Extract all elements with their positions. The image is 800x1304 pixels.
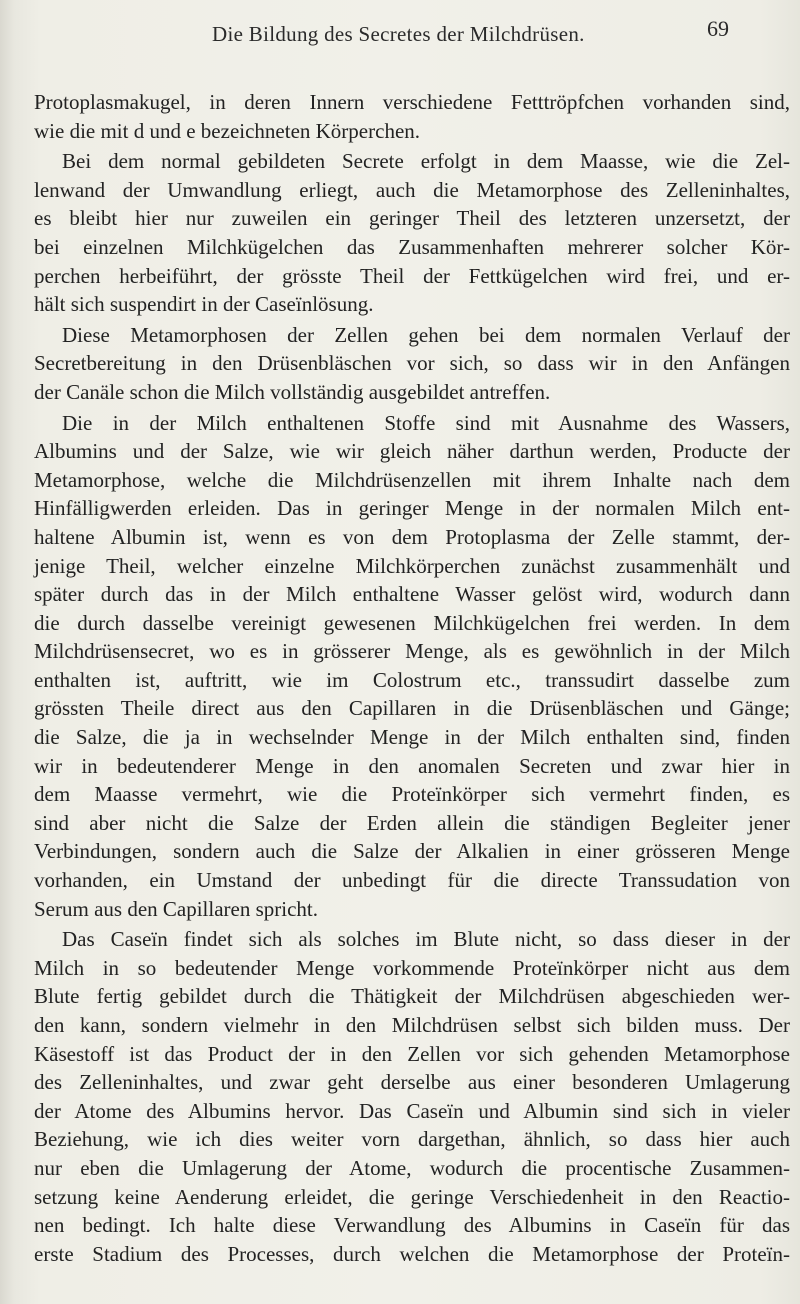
text-line: Serum aus den Capillaren spricht.	[34, 896, 319, 921]
text-line: setzung keine Aenderung erleidet, die geringe Verschiedenheit in den Reactio-	[34, 1184, 790, 1209]
text-line: die durch dasselbe vereinigt gewesenen Milchkügelchen frei werden. In dem	[34, 610, 790, 635]
text-line: perchen herbeiführt, der grösste Theil der Fettkügelchen wird frei, und er-	[34, 263, 790, 288]
body-text	[34, 88, 790, 1268]
text-line: später durch das in der Milch enthaltene Wasser gelöst wird, wodurch dann	[34, 582, 790, 607]
text-line: des Zelleninhaltes, und zwar geht derselbe aus einer besonderen Umlagerung	[34, 1070, 790, 1095]
text-line: erste Stadium des Processes, durch welchen die Metamorphose der Proteïn-	[34, 1241, 790, 1266]
text-line: Die in der Milch enthaltenen Stoffe sind mit Ausnahme des Wassers,	[62, 410, 790, 435]
text-line: nen bedingt. Ich halte diese Verwandlung des Albumins in Caseïn für das	[34, 1213, 790, 1238]
text-line: Milchdrüsensecret, wo es in grösserer Menge, als es gewöhnlich in der Milch	[34, 639, 790, 664]
text-line: wir in bedeutenderer Menge in den anomalen Secreten und zwar hier in	[34, 753, 790, 778]
text-line: Bei dem normal gebildeten Secrete erfolgt in dem Maasse, wie die Zel-	[62, 149, 790, 174]
paragraph	[34, 925, 790, 1268]
paragraph	[34, 88, 790, 145]
text-line: lenwand der Umwandlung erliegt, auch die Metamorphose des Zelleninhaltes,	[34, 177, 790, 202]
text-line: Blute fertig gebildet durch die Thätigkeit der Milchdrüsen abgeschieden wer-	[34, 984, 790, 1009]
text-line: den kann, sondern vielmehr in den Milchdrüsen selbst sich bilden muss. Der	[34, 1013, 790, 1037]
text-line: hält sich suspendirt in der Caseïnlösung.	[34, 292, 374, 317]
text-line: es bleibt hier nur zuweilen ein geringer Theil des letzteren unzersetzt, der	[34, 206, 790, 231]
text-line: Käsestoff ist das Product der in den Zellen vor sich gehenden Metamorphose	[34, 1041, 790, 1066]
text-line: bei einzelnen Milchkügelchen das Zusammenhaften mehrerer solcher Kör-	[34, 234, 790, 259]
text-line: Milch in so bedeutender Menge vorkommende Proteïnkörper nicht aus dem	[34, 955, 790, 980]
text-line: Beziehung, wie ich dies weiter vorn dargethan, ähnlich, so dass hier auch	[34, 1127, 790, 1152]
text-line: jenige Theil, welcher einzelne Milchkörperchen zunächst zusammenhält und	[34, 553, 790, 578]
text-line: Das Caseïn findet sich als solches im Blute nicht, so dass dieser in der	[62, 927, 790, 952]
text-line: die Salze, die ja in wechselnder Menge in der Milch enthalten sind, finden	[34, 725, 790, 750]
paragraph	[34, 409, 790, 924]
text-line: Diese Metamorphosen der Zellen gehen bei dem normalen Verlauf der	[62, 322, 790, 347]
text-line: der Canäle schon die Milch vollständig ausgebildet antreffen.	[34, 379, 551, 404]
running-head: Die Bildung des Secretes der Milchdrüsen.	[212, 22, 585, 46]
paragraph	[34, 147, 790, 319]
paragraph	[34, 321, 790, 407]
text-line: sind aber nicht die Salze der Erden allein die ständigen Begleiter jener	[34, 810, 790, 835]
text-line: haltene Albumin ist, wenn es von dem Protoplasma der Zelle stammt, der-	[34, 524, 790, 549]
text-line: Protoplasmakugel, in deren Innern verschiedene Fetttröpfchen vorhanden sind,	[34, 90, 790, 114]
page-number: 69	[707, 16, 729, 41]
text-line: nur eben die Umlagerung der Atome, wodurch die procentische Zusammen-	[34, 1155, 790, 1180]
text-line: Albumins und der Salze, wie wir gleich näher darthun werden, Producte der	[34, 439, 790, 464]
text-line: Metamorphose, welche die Milchdrüsenzellen mit ihrem Inhalte nach dem	[34, 467, 790, 492]
text-line: der Atome des Albumins hervor. Das Caseïn und Albumin sind sich in vieler	[34, 1098, 790, 1123]
text-line: enthalten ist, auftritt, wie im Colostrum etc., transsudirt dasselbe zum	[34, 667, 790, 692]
text-line: vorhanden, ein Umstand der unbedingt für die directe Transsudation von	[34, 868, 790, 893]
text-line: grössten Theile direct aus den Capillaren in die Drüsenbläschen und Gänge;	[34, 696, 790, 721]
text-line: wie die mit d und e bezeichneten Körperchen.	[34, 118, 421, 143]
text-line: Secretbereitung in den Drüsenbläschen vor sich, so dass wir in den Anfängen	[34, 351, 790, 376]
text-line: Hinfälligwerden erleiden. Das in geringer Menge in der normalen Milch ent-	[34, 496, 790, 521]
text-line: dem Maasse vermehrt, wie die Proteïnkörper sich vermehrt finden, es	[34, 782, 790, 807]
text-line: Verbindungen, sondern auch die Salze der Alkalien in einer grösseren Menge	[34, 839, 790, 864]
